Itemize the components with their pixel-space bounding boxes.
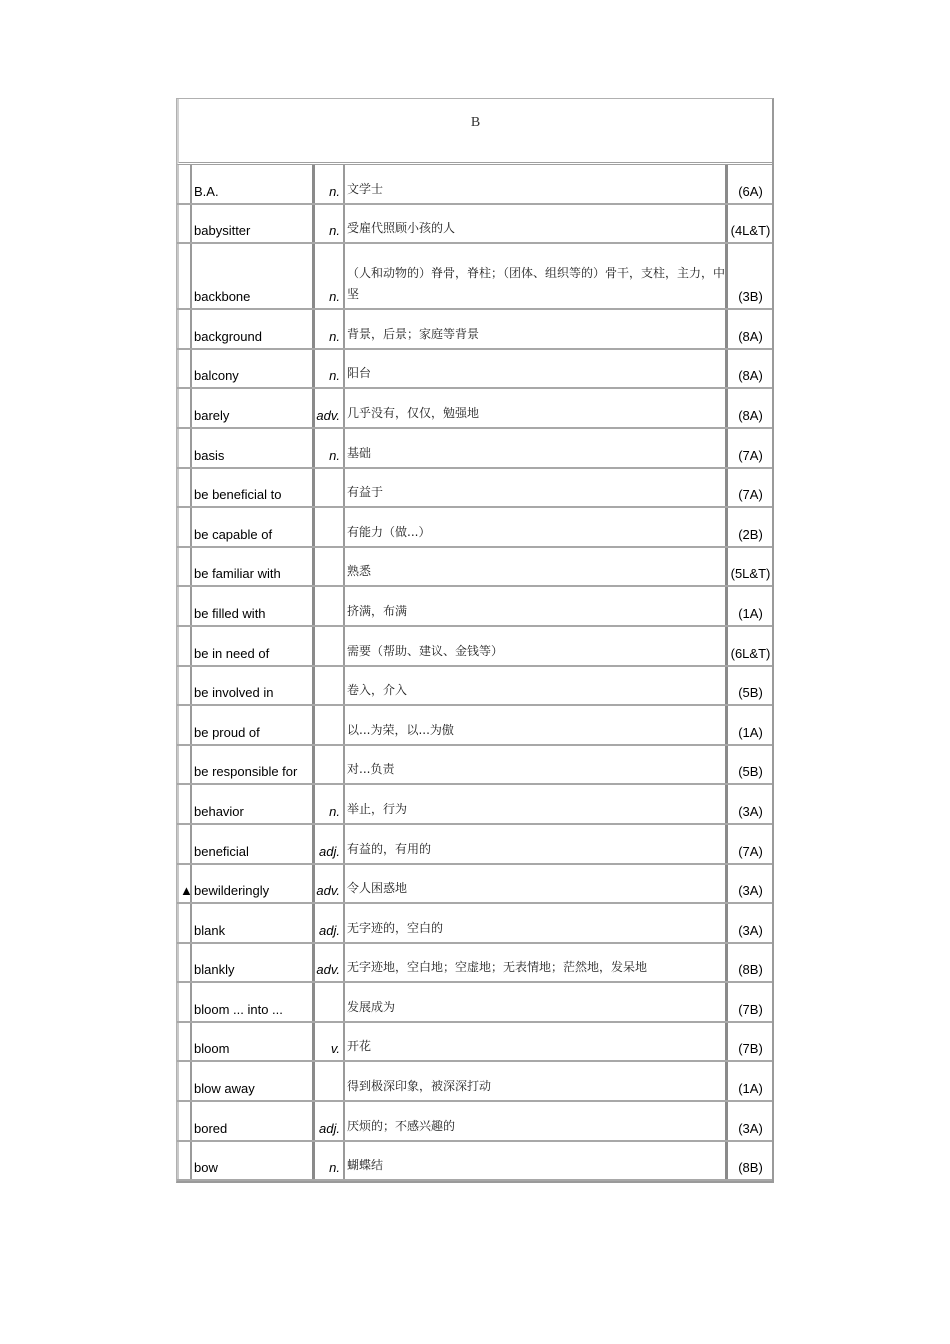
unit-cell [728, 429, 773, 467]
definition: 以...为荣，以...为傲 [347, 722, 454, 737]
definition: 背景，后景；家庭等背景 [347, 326, 480, 341]
word-cell [192, 667, 315, 705]
definition: 文学士 [347, 181, 384, 196]
mark-cell [177, 244, 192, 308]
definition-cell [345, 865, 728, 903]
mark-cell [177, 746, 192, 784]
unit-reference: (3A) [738, 803, 763, 819]
word: bewilderingly [194, 883, 270, 899]
mark-cell [177, 785, 192, 823]
mark-cell [177, 429, 192, 467]
part-of-speech-cell [315, 244, 345, 308]
unit-reference: (3B) [738, 289, 763, 305]
word-cell [192, 389, 315, 427]
vocabulary-table [176, 98, 774, 1183]
part-of-speech: n. [329, 328, 340, 344]
part-of-speech-cell [315, 1023, 345, 1061]
part-of-speech-cell [315, 587, 345, 625]
definition: 得到极深印象，被深深打动 [347, 1079, 492, 1094]
part-of-speech: n. [329, 223, 340, 239]
word: be in need of [194, 645, 270, 661]
table-row [177, 310, 772, 350]
mark-cell [177, 825, 192, 863]
mark-cell [177, 706, 192, 744]
mark-cell [177, 310, 192, 348]
unit-cell [728, 1062, 773, 1100]
part-of-speech: v. [330, 1041, 340, 1057]
definition-cell [345, 165, 728, 203]
part-of-speech: adv. [316, 883, 340, 899]
word: babysitter [194, 223, 251, 239]
word: be proud of [194, 724, 260, 740]
word-cell [192, 350, 315, 388]
definition-cell [345, 310, 728, 348]
word: bow [194, 1160, 218, 1176]
unit-cell [728, 865, 773, 903]
unit-cell [728, 706, 773, 744]
mark-cell [177, 944, 192, 982]
vocabulary-rows [177, 165, 772, 1181]
definition: 有能力（做...） [347, 524, 431, 539]
unit-cell [728, 667, 773, 705]
unit-cell [728, 627, 773, 665]
mark-cell [177, 904, 192, 942]
part-of-speech-cell [315, 508, 345, 546]
part-of-speech-cell [315, 389, 345, 427]
definition: 挤满，布满 [347, 603, 408, 618]
word: beneficial [194, 843, 249, 859]
unit-cell [728, 825, 773, 863]
word-cell [192, 205, 315, 243]
mark-cell [177, 1062, 192, 1100]
word: be involved in [194, 685, 274, 701]
word-cell [192, 1102, 315, 1140]
definition-cell [345, 825, 728, 863]
definition: （人和动物的）脊骨，脊柱；（团体、组织等的）骨干，支柱，主力，中坚 [347, 266, 726, 302]
definition: 对...负责 [347, 762, 395, 777]
word: be responsible for [194, 764, 298, 780]
unit-reference: (8B) [738, 962, 763, 978]
mark-cell [177, 350, 192, 388]
table-row [177, 165, 772, 205]
table-row [177, 1023, 772, 1063]
table-row [177, 865, 772, 905]
unit-cell [728, 548, 773, 586]
mark-cell [177, 1102, 192, 1140]
unit-reference: (3A) [738, 883, 763, 899]
part-of-speech: adv. [316, 407, 340, 423]
mark-cell [177, 865, 192, 903]
definition: 举止，行为 [347, 801, 408, 816]
mark-cell [177, 548, 192, 586]
word: background [194, 328, 262, 344]
definition-cell [345, 389, 728, 427]
definition: 几乎没有，仅仅，勉强地 [347, 405, 480, 420]
word: barely [194, 407, 230, 423]
mark-cell [177, 389, 192, 427]
definition-cell [345, 1142, 728, 1180]
table-row [177, 429, 772, 469]
definition-cell [345, 350, 728, 388]
unit-cell [728, 1023, 773, 1061]
unit-reference: (7B) [738, 1041, 763, 1057]
unit-reference: (8B) [738, 1160, 763, 1176]
table-row [177, 548, 772, 588]
word: blank [194, 922, 226, 938]
definition-cell [345, 548, 728, 586]
definition-cell [345, 667, 728, 705]
word-cell [192, 983, 315, 1021]
mark-cell [177, 667, 192, 705]
unit-reference: (7A) [738, 487, 763, 503]
word-cell [192, 548, 315, 586]
unit-reference: (4L&T) [730, 223, 771, 239]
word-cell [192, 706, 315, 744]
part-of-speech-cell [315, 548, 345, 586]
word-cell [192, 244, 315, 308]
part-of-speech-cell [315, 983, 345, 1021]
definition: 有益于 [347, 485, 384, 500]
definition-cell [345, 205, 728, 243]
word-cell [192, 865, 315, 903]
unit-reference: (8A) [738, 407, 763, 423]
word-cell [192, 825, 315, 863]
definition-cell [345, 469, 728, 507]
table-row [177, 706, 772, 746]
word-cell [192, 587, 315, 625]
unit-reference: (3A) [738, 1120, 763, 1136]
unit-reference: (6A) [738, 183, 763, 199]
mark-cell [177, 1023, 192, 1061]
table-row [177, 785, 772, 825]
unit-reference: (6L&T) [730, 645, 771, 661]
definition: 开花 [347, 1039, 372, 1054]
word: be beneficial to [194, 487, 282, 503]
word-cell [192, 904, 315, 942]
word: basis [194, 447, 225, 463]
marker-icon: ▲ [180, 883, 193, 899]
word-cell [192, 1023, 315, 1061]
part-of-speech-cell [315, 165, 345, 203]
definition: 发展成为 [347, 999, 396, 1014]
unit-cell [728, 244, 773, 308]
definition-cell [345, 706, 728, 744]
part-of-speech: n. [329, 803, 340, 819]
definition-cell [345, 746, 728, 784]
table-row [177, 244, 772, 310]
unit-cell [728, 310, 773, 348]
word-cell [192, 627, 315, 665]
word: blow away [194, 1081, 255, 1097]
definition: 有益的，有用的 [347, 841, 432, 856]
definition-cell [345, 627, 728, 665]
unit-cell [728, 944, 773, 982]
part-of-speech-cell [315, 350, 345, 388]
table-row [177, 746, 772, 786]
definition: 需要（帮助、建议、金钱等） [347, 643, 504, 658]
word: bloom [194, 1041, 230, 1057]
word: bored [194, 1120, 228, 1136]
part-of-speech: n. [329, 368, 340, 384]
section-header [177, 99, 772, 165]
word-cell [192, 1062, 315, 1100]
definition: 蝴蝶结 [347, 1158, 384, 1173]
table-row [177, 1062, 772, 1102]
unit-cell [728, 983, 773, 1021]
word-cell [192, 746, 315, 784]
word-cell [192, 310, 315, 348]
definition: 熟悉 [347, 564, 372, 579]
definition-cell [345, 244, 728, 308]
mark-cell [177, 508, 192, 546]
table-row [177, 587, 772, 627]
section-letter: B [470, 115, 481, 130]
mark-cell [177, 205, 192, 243]
unit-cell [728, 165, 773, 203]
unit-reference: (5L&T) [730, 566, 771, 582]
unit-reference: (1A) [738, 724, 763, 740]
part-of-speech: n. [329, 447, 340, 463]
unit-reference: (5B) [738, 764, 763, 780]
part-of-speech: adj. [319, 1120, 340, 1136]
part-of-speech-cell [315, 469, 345, 507]
definition: 无字迹地，空白地；空虚地；无表情地；茫然地，发呆地 [347, 960, 648, 975]
part-of-speech-cell [315, 825, 345, 863]
word-cell [192, 944, 315, 982]
word-cell [192, 165, 315, 203]
word-cell [192, 508, 315, 546]
part-of-speech-cell [315, 865, 345, 903]
word-cell [192, 469, 315, 507]
definition-cell [345, 785, 728, 823]
table-row [177, 627, 772, 667]
part-of-speech-cell [315, 429, 345, 467]
definition: 令人困惑地 [347, 881, 408, 896]
word: B.A. [194, 183, 219, 199]
table-row [177, 1142, 772, 1182]
unit-cell [728, 904, 773, 942]
definition-cell [345, 944, 728, 982]
table-row [177, 205, 772, 245]
unit-cell [728, 587, 773, 625]
definition-cell [345, 429, 728, 467]
unit-reference: (8A) [738, 368, 763, 384]
unit-cell [728, 469, 773, 507]
part-of-speech: adv. [316, 962, 340, 978]
unit-reference: (1A) [738, 1081, 763, 1097]
unit-cell [728, 205, 773, 243]
mark-cell [177, 165, 192, 203]
unit-cell [728, 1142, 773, 1180]
definition: 基础 [347, 445, 372, 460]
definition-cell [345, 1023, 728, 1061]
table-row [177, 350, 772, 390]
part-of-speech: n. [329, 289, 340, 305]
definition: 阳台 [347, 366, 372, 381]
table-row [177, 825, 772, 865]
table-row [177, 1102, 772, 1142]
table-row [177, 667, 772, 707]
word-cell [192, 785, 315, 823]
part-of-speech: n. [329, 183, 340, 199]
word-cell [192, 429, 315, 467]
mark-cell [177, 1142, 192, 1180]
part-of-speech-cell [315, 944, 345, 982]
unit-cell [728, 350, 773, 388]
part-of-speech-cell [315, 205, 345, 243]
part-of-speech-cell [315, 746, 345, 784]
unit-reference: (1A) [738, 605, 763, 621]
definition: 受雇代照顾小孩的人 [347, 221, 456, 236]
definition-cell [345, 587, 728, 625]
part-of-speech: adj. [319, 843, 340, 859]
table-row [177, 469, 772, 509]
mark-cell [177, 587, 192, 625]
unit-reference: (2B) [738, 526, 763, 542]
definition-cell [345, 983, 728, 1021]
part-of-speech-cell [315, 1102, 345, 1140]
word: backbone [194, 289, 251, 305]
definition: 无字迹的，空白的 [347, 920, 444, 935]
word: balcony [194, 368, 239, 384]
unit-cell [728, 1102, 773, 1140]
definition-cell [345, 904, 728, 942]
word: be familiar with [194, 566, 281, 582]
part-of-speech-cell [315, 785, 345, 823]
word: bloom ... into ... [194, 1001, 283, 1017]
word: behavior [194, 803, 244, 819]
unit-reference: (8A) [738, 328, 763, 344]
unit-reference: (7A) [738, 447, 763, 463]
part-of-speech-cell [315, 904, 345, 942]
table-row [177, 944, 772, 984]
definition: 厌烦的；不感兴趣的 [347, 1118, 456, 1133]
table-row [177, 983, 772, 1023]
mark-cell [177, 627, 192, 665]
definition-cell [345, 1102, 728, 1140]
definition-cell [345, 1062, 728, 1100]
unit-reference: (7B) [738, 1001, 763, 1017]
part-of-speech-cell [315, 667, 345, 705]
part-of-speech-cell [315, 706, 345, 744]
part-of-speech: adj. [319, 922, 340, 938]
unit-cell [728, 785, 773, 823]
unit-cell [728, 389, 773, 427]
unit-reference: (5B) [738, 685, 763, 701]
unit-reference: (3A) [738, 922, 763, 938]
unit-cell [728, 746, 773, 784]
mark-cell [177, 469, 192, 507]
word-cell [192, 1142, 315, 1180]
unit-cell [728, 508, 773, 546]
word: be capable of [194, 526, 273, 542]
definition-cell [345, 508, 728, 546]
word: blankly [194, 962, 235, 978]
part-of-speech-cell [315, 310, 345, 348]
part-of-speech-cell [315, 1062, 345, 1100]
definition: 卷入，介入 [347, 683, 408, 698]
part-of-speech-cell [315, 627, 345, 665]
unit-reference: (7A) [738, 843, 763, 859]
part-of-speech: n. [329, 1160, 340, 1176]
word: be filled with [194, 605, 266, 621]
table-row [177, 508, 772, 548]
part-of-speech-cell [315, 1142, 345, 1180]
table-row [177, 389, 772, 429]
mark-cell [177, 983, 192, 1021]
table-row [177, 904, 772, 944]
